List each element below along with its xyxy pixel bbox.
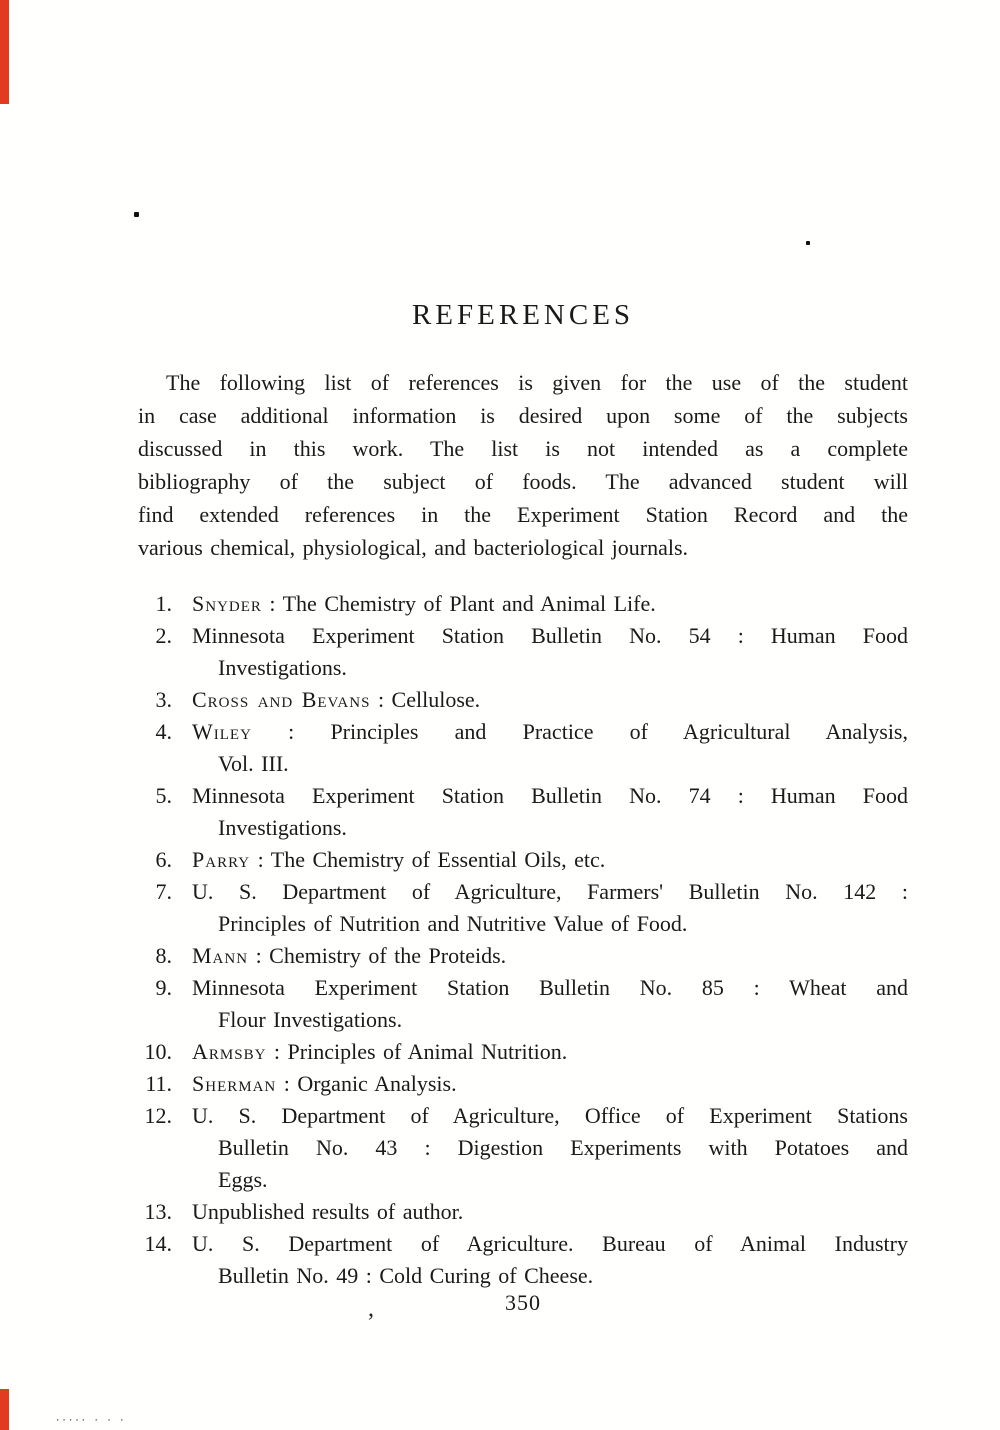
reference-text bbox=[192, 1100, 908, 1196]
reference-line: Bulletin No. 43 : Digestion Experiments with Potatoes and bbox=[218, 1135, 908, 1160]
reference-text bbox=[192, 972, 908, 1036]
reference-number: 12. bbox=[144, 1103, 172, 1128]
reference-line-text: : The Chemistry of Essential Oils, etc. bbox=[250, 847, 606, 872]
reference-line bbox=[192, 716, 908, 748]
reference-number: 11. bbox=[145, 1071, 172, 1096]
reference-number: 8. bbox=[155, 943, 172, 968]
reference-line: Unpublished results of author. bbox=[192, 1199, 464, 1224]
reference-line: Minnesota Experiment Station Bulletin No. 74 : Human Food bbox=[192, 783, 908, 808]
reference-item bbox=[138, 620, 908, 684]
reference-number: 5. bbox=[155, 783, 172, 808]
intro-line: various chemical, physiological, and bacteriological journals. bbox=[138, 535, 689, 560]
reference-line: Investigations. bbox=[218, 655, 347, 680]
reference-line bbox=[192, 940, 908, 972]
reference-text bbox=[192, 844, 908, 876]
reference-line bbox=[192, 588, 908, 620]
reference-number: 7. bbox=[155, 879, 172, 904]
reference-text bbox=[192, 684, 908, 716]
reference-line: U. S. Department of Agriculture, Farmers' Bulletin No. 142 : bbox=[192, 879, 908, 904]
reference-line: Vol. III. bbox=[218, 751, 289, 776]
ink-speck-right bbox=[806, 241, 810, 245]
reference-item bbox=[138, 972, 908, 1036]
reference-line-text: : Cellulose. bbox=[370, 687, 481, 712]
reference-line-text: : Principles of Animal Nutrition. bbox=[266, 1039, 568, 1064]
reference-item bbox=[138, 716, 908, 780]
red-edge-mark-bottom bbox=[0, 1389, 9, 1430]
stray-comma-mark: , bbox=[368, 1296, 374, 1322]
reference-text bbox=[192, 588, 908, 620]
reference-item bbox=[138, 588, 908, 620]
reference-text bbox=[192, 1228, 908, 1292]
reference-number: 14. bbox=[144, 1231, 172, 1256]
reference-line: U. S. Department of Agriculture, Office of Experiment Stations bbox=[192, 1103, 908, 1128]
red-edge-mark-top bbox=[0, 0, 9, 104]
reference-line bbox=[192, 684, 908, 716]
reference-line: Minnesota Experiment Station Bulletin No. 85 : Wheat and bbox=[192, 975, 908, 1000]
page-title: REFERENCES bbox=[411, 299, 635, 331]
author-name: Snyder bbox=[192, 591, 262, 616]
reference-number: 1. bbox=[155, 591, 172, 616]
scan-dots-mark: ····· · · · bbox=[55, 1416, 126, 1426]
ink-speck-left bbox=[134, 212, 139, 217]
author-name: Armsby bbox=[192, 1039, 267, 1064]
reference-item bbox=[138, 876, 908, 940]
reference-item bbox=[138, 844, 908, 876]
reference-item bbox=[138, 940, 908, 972]
reference-text bbox=[192, 780, 908, 844]
author-name: Wiley bbox=[192, 719, 252, 744]
reference-number: 4. bbox=[155, 719, 172, 744]
page-number: 350 bbox=[505, 1290, 541, 1315]
reference-line: U. S. Department of Agriculture. Bureau of Animal Industry bbox=[192, 1231, 908, 1256]
author-name: Mann bbox=[192, 943, 249, 968]
reference-line-text: : Organic Analysis. bbox=[276, 1071, 457, 1096]
reference-item bbox=[138, 1036, 908, 1068]
reference-text bbox=[192, 876, 908, 940]
reference-line-text: : Principles and Practice of Agricultural Analysis, bbox=[251, 719, 908, 744]
reference-item bbox=[138, 1196, 908, 1228]
reference-line bbox=[192, 1068, 908, 1100]
reference-number: 3. bbox=[155, 687, 172, 712]
reference-line: Minnesota Experiment Station Bulletin No. 54 : Human Food bbox=[192, 623, 908, 648]
intro-line: discussed in this work. The list is not intended as a complete bbox=[138, 436, 908, 461]
reference-text bbox=[192, 1036, 908, 1068]
reference-text bbox=[192, 620, 908, 684]
reference-line-text: : Chemistry of the Proteids. bbox=[248, 943, 507, 968]
intro-line: find extended references in the Experiment Station Record and the bbox=[138, 502, 908, 527]
reference-item bbox=[138, 1100, 908, 1196]
reference-text bbox=[192, 1196, 908, 1228]
author-name: Sherman bbox=[192, 1071, 277, 1096]
reference-line: Investigations. bbox=[218, 815, 347, 840]
reference-text bbox=[192, 940, 908, 972]
intro-line: The following list of references is given for the use of the student bbox=[166, 370, 908, 395]
reference-item bbox=[138, 1228, 908, 1292]
reference-text bbox=[192, 1068, 908, 1100]
intro-line: in case additional information is desired upon some of the subjects bbox=[138, 403, 908, 428]
reference-number: 2. bbox=[155, 623, 172, 648]
intro-paragraph bbox=[138, 366, 908, 564]
reference-number: 6. bbox=[155, 847, 172, 872]
reference-item bbox=[138, 684, 908, 716]
reference-line bbox=[192, 844, 908, 876]
reference-list bbox=[138, 588, 908, 1292]
author-name: Cross and Bevans bbox=[192, 687, 371, 712]
reference-line: Bulletin No. 49 : Cold Curing of Cheese. bbox=[218, 1263, 594, 1288]
reference-line-text: : The Chemistry of Plant and Animal Life. bbox=[261, 591, 656, 616]
reference-number: 10. bbox=[144, 1039, 172, 1064]
reference-line: Flour Investigations. bbox=[218, 1007, 403, 1032]
reference-text bbox=[192, 716, 908, 780]
reference-line bbox=[192, 1036, 908, 1068]
reference-item bbox=[138, 780, 908, 844]
reference-number: 9. bbox=[155, 975, 172, 1000]
reference-number: 13. bbox=[144, 1199, 172, 1224]
reference-line: Principles of Nutrition and Nutritive Value of Food. bbox=[218, 911, 688, 936]
author-name: Parry bbox=[192, 847, 251, 872]
intro-line: bibliography of the subject of foods. The advanced student will bbox=[138, 469, 908, 494]
reference-item bbox=[138, 1068, 908, 1100]
reference-line: Eggs. bbox=[218, 1167, 268, 1192]
